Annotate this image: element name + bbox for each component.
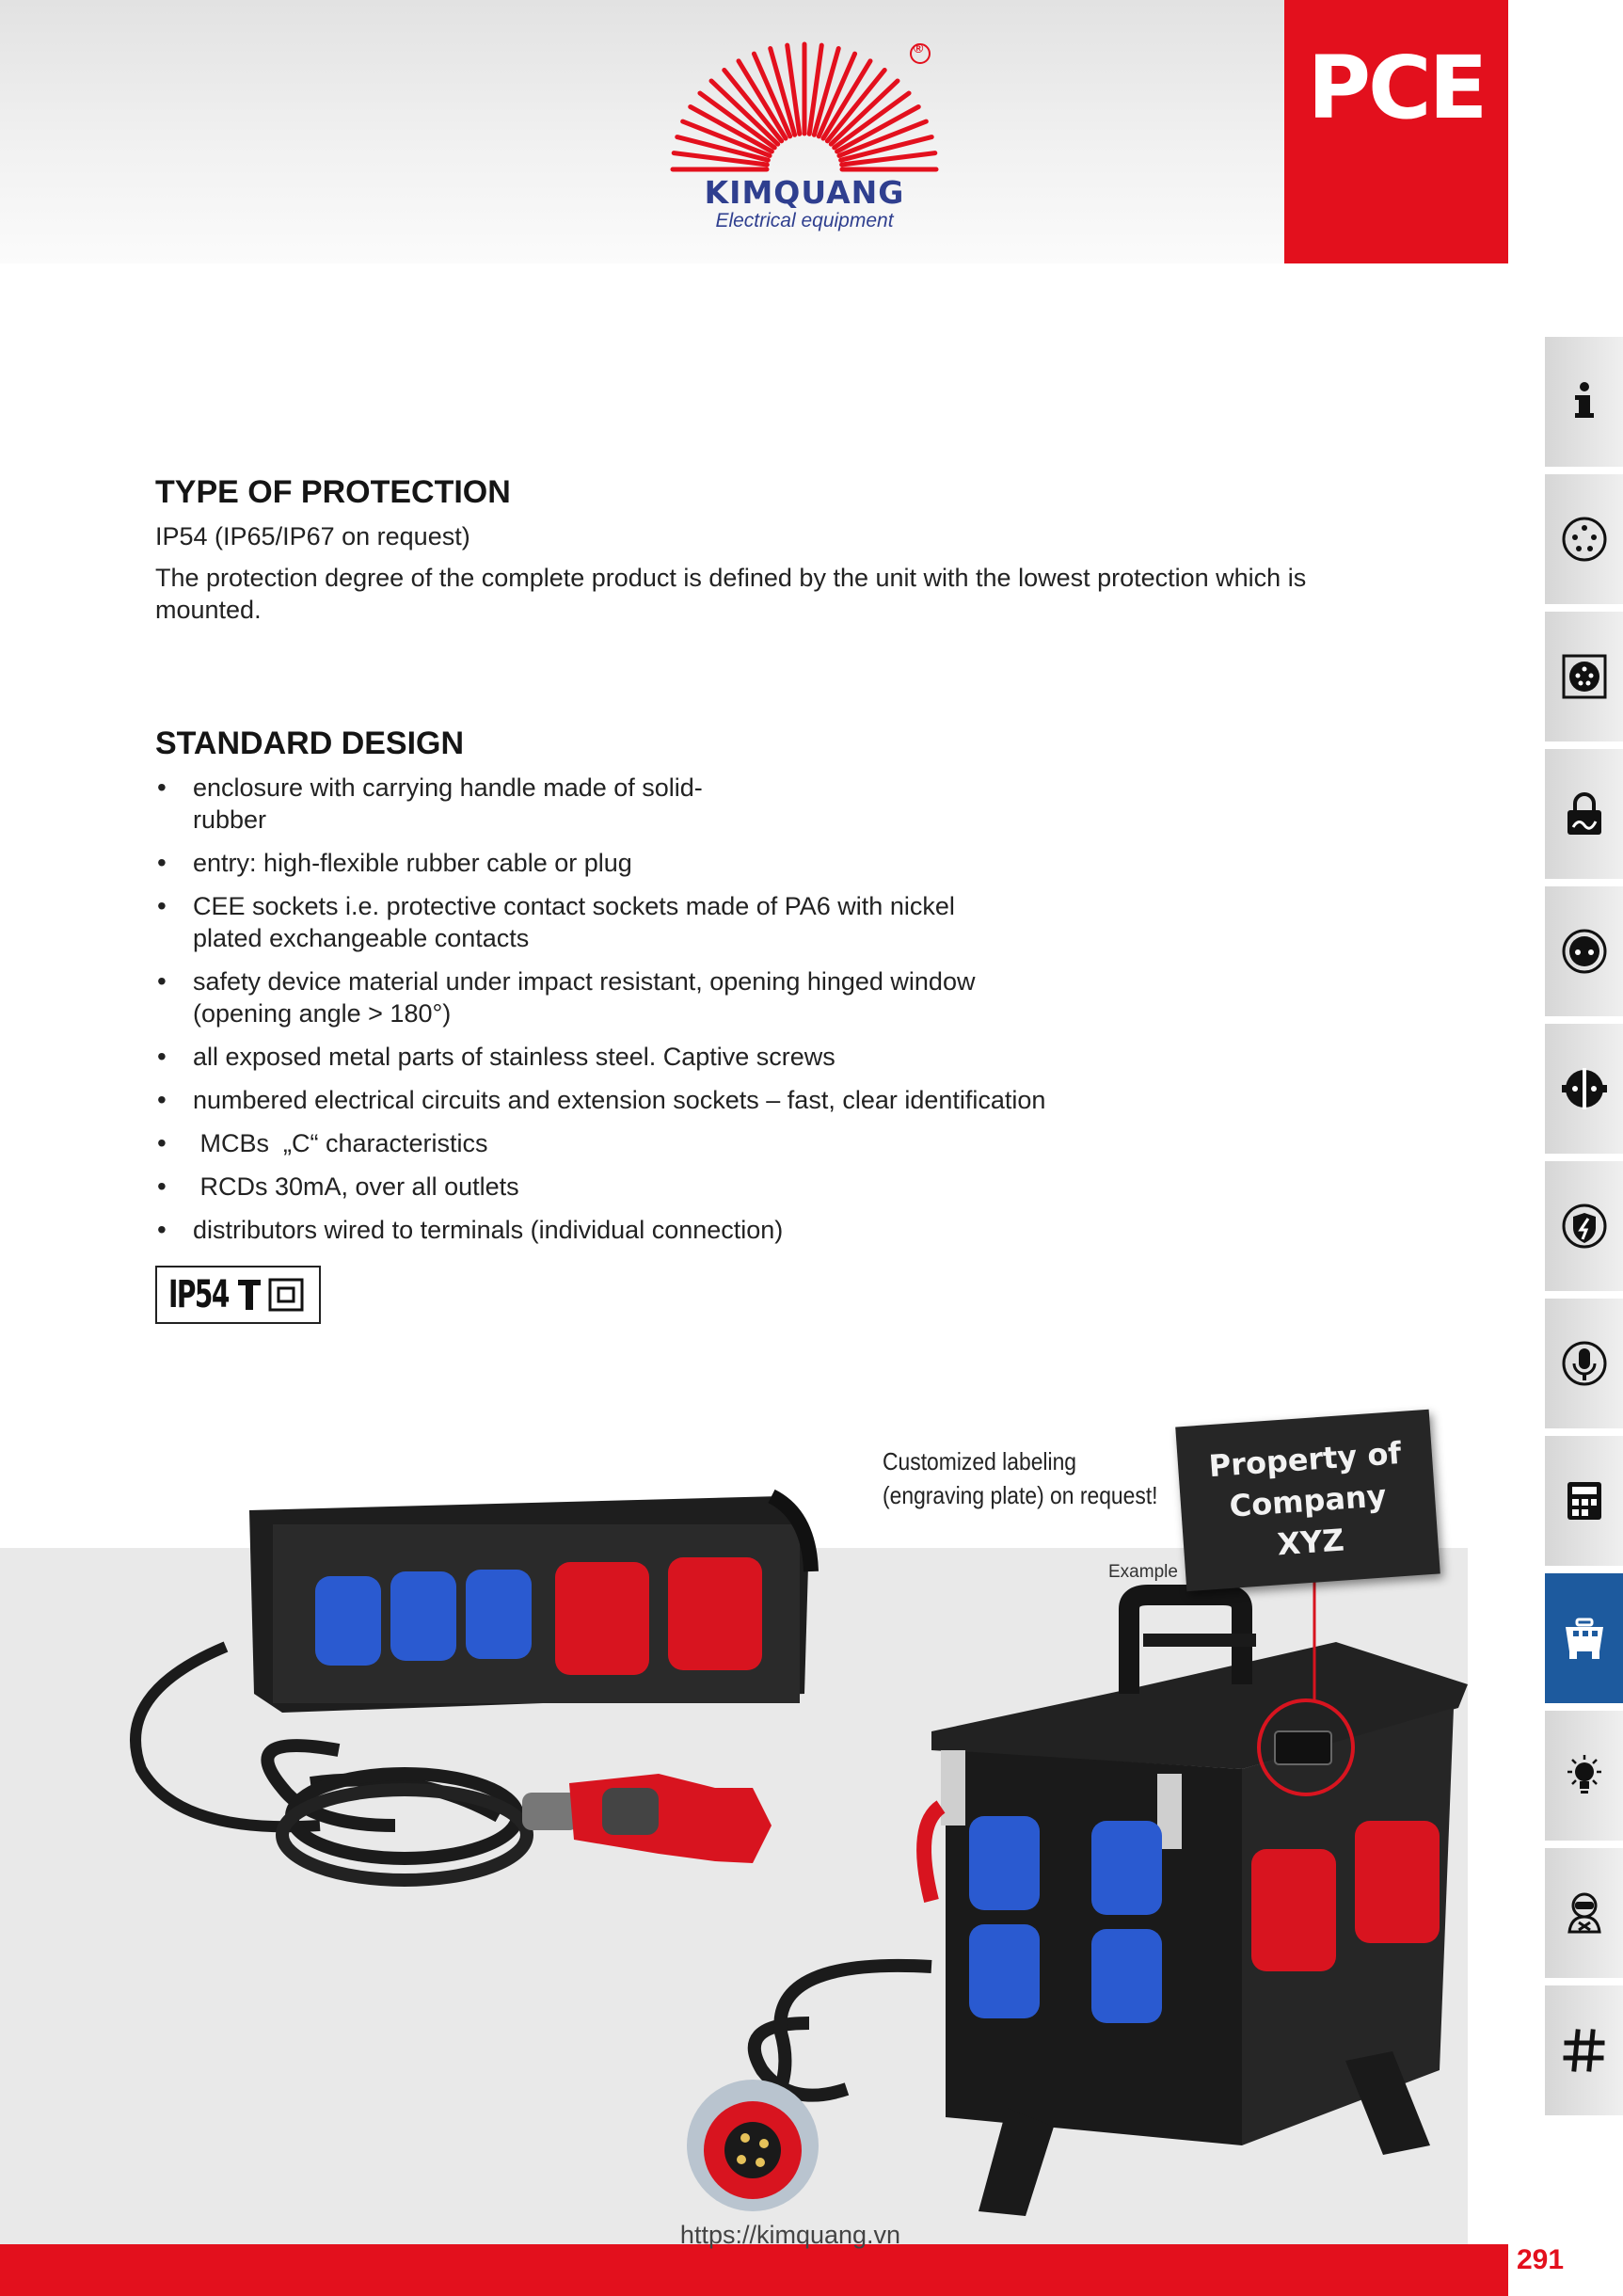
callout-line-2: (engraving plate) on request! — [883, 1481, 1158, 1509]
custom-labeling-callout — [883, 1444, 1158, 1512]
protection-heading: TYPE OF PROTECTION — [155, 474, 511, 510]
adapter-icon — [1560, 1064, 1609, 1113]
engraving-plate — [1175, 1410, 1440, 1591]
tab-lock-plug[interactable] — [1545, 749, 1623, 879]
kimquang-logo[interactable] — [659, 33, 969, 235]
callout-line-1: Customized labeling — [883, 1447, 1077, 1475]
list-item: • numbered electrical circuits and extension sockets – fast, clear identification — [155, 1084, 1341, 1116]
tab-light-bulb[interactable] — [1545, 1711, 1623, 1841]
schuko-socket — [390, 1571, 456, 1661]
tab-socket-outlet[interactable] — [1545, 474, 1623, 604]
tab-microphone[interactable] — [1545, 1299, 1623, 1428]
ip-rating-text: IP54 — [168, 1273, 229, 1316]
schuko-socket — [1091, 1929, 1162, 2023]
strip-distributor-image — [135, 1496, 811, 1880]
cee-socket — [1251, 1849, 1336, 1971]
logo-name: KIMQUANG — [704, 174, 905, 211]
microphone-icon — [1560, 1339, 1609, 1388]
example-label: Example — [1108, 1562, 1178, 1582]
tab-shield-plug[interactable] — [1545, 1161, 1623, 1291]
footer-bar — [0, 2244, 1508, 2296]
mobile-distributor-icon — [1560, 1614, 1609, 1663]
distribution-board-icon — [1560, 1476, 1609, 1525]
plate-line-3: XYZ — [1276, 1522, 1345, 1563]
cee-socket — [555, 1562, 649, 1675]
cee-socket — [1355, 1821, 1440, 1943]
protection-description: The protection degree of the complete product is defined by the unit with the lowest protection which is mounted. — [155, 564, 1307, 624]
protection-section — [155, 473, 1341, 626]
list-item: • RCDs 30mA, over all outlets — [155, 1171, 1341, 1203]
schuko-socket — [466, 1570, 532, 1659]
hash-icon — [1560, 2026, 1609, 2075]
plate-line-2: Company — [1228, 1477, 1388, 1524]
panel-socket-icon — [1560, 652, 1609, 701]
design-section — [155, 725, 1341, 1257]
robot-icon — [1560, 1889, 1609, 1937]
design-heading: STANDARD DESIGN — [155, 725, 465, 761]
socket-outlet-icon — [1560, 515, 1609, 564]
tested-double-insulated-icon — [234, 1276, 310, 1314]
footer-url[interactable]: https://kimquang.vn — [679, 2221, 901, 2249]
schuko-socket — [969, 1924, 1040, 2018]
list-item: • enclosure with carrying handle made of solid-rubber — [155, 772, 757, 836]
tab-info[interactable] — [1545, 337, 1623, 467]
tab-mobile-distributor[interactable] — [1545, 1573, 1623, 1703]
tab-schuko-socket[interactable] — [1545, 886, 1623, 1016]
plate-line-1: Property of — [1207, 1435, 1403, 1485]
brand-name: PCE — [1307, 38, 1486, 138]
schuko-socket — [1091, 1821, 1162, 1915]
brand-box — [1284, 0, 1508, 263]
tab-robot[interactable] — [1545, 1848, 1623, 1978]
page-number: 291 — [1517, 2244, 1565, 2275]
lock-plug-icon — [1560, 789, 1609, 838]
protection-rating: IP54 (IP65/IP67 on request) — [155, 522, 470, 550]
list-item: • MCBs „C“ characteristics — [155, 1127, 1341, 1159]
info-icon — [1560, 377, 1609, 426]
schuko-socket — [315, 1576, 381, 1666]
list-item: • all exposed metal parts of stainless steel. Captive screws — [155, 1041, 1341, 1073]
tab-distribution-board[interactable] — [1545, 1436, 1623, 1566]
plate-text — [1177, 1430, 1440, 1572]
tab-adapter[interactable] — [1545, 1024, 1623, 1154]
schuko-socket-icon — [1560, 927, 1609, 976]
list-item: • distributors wired to terminals (individual connection) — [155, 1214, 1341, 1246]
schuko-socket — [969, 1816, 1040, 1910]
tab-panel-socket[interactable] — [1545, 612, 1623, 741]
list-item: • CEE sockets i.e. protective contact sockets made of PA6 with nickel plated exchangeable contacts — [155, 890, 1002, 954]
logo-tagline: Electrical equipment — [715, 210, 894, 231]
cee-socket — [668, 1557, 762, 1670]
registered-mark: ® — [914, 40, 924, 56]
tab-index[interactable] — [1545, 1985, 1623, 2115]
shield-plug-icon — [1560, 1202, 1609, 1251]
light-bulb-icon — [1560, 1751, 1609, 1800]
list-item: • safety device material under impact resistant, opening hinged window (opening angle > 180°) — [155, 965, 1049, 1029]
ip-rating-badge — [155, 1266, 321, 1324]
page-header — [0, 0, 1508, 263]
list-item: • entry: high-flexible rubber cable or plug — [155, 847, 1341, 879]
design-list — [155, 772, 1341, 1246]
